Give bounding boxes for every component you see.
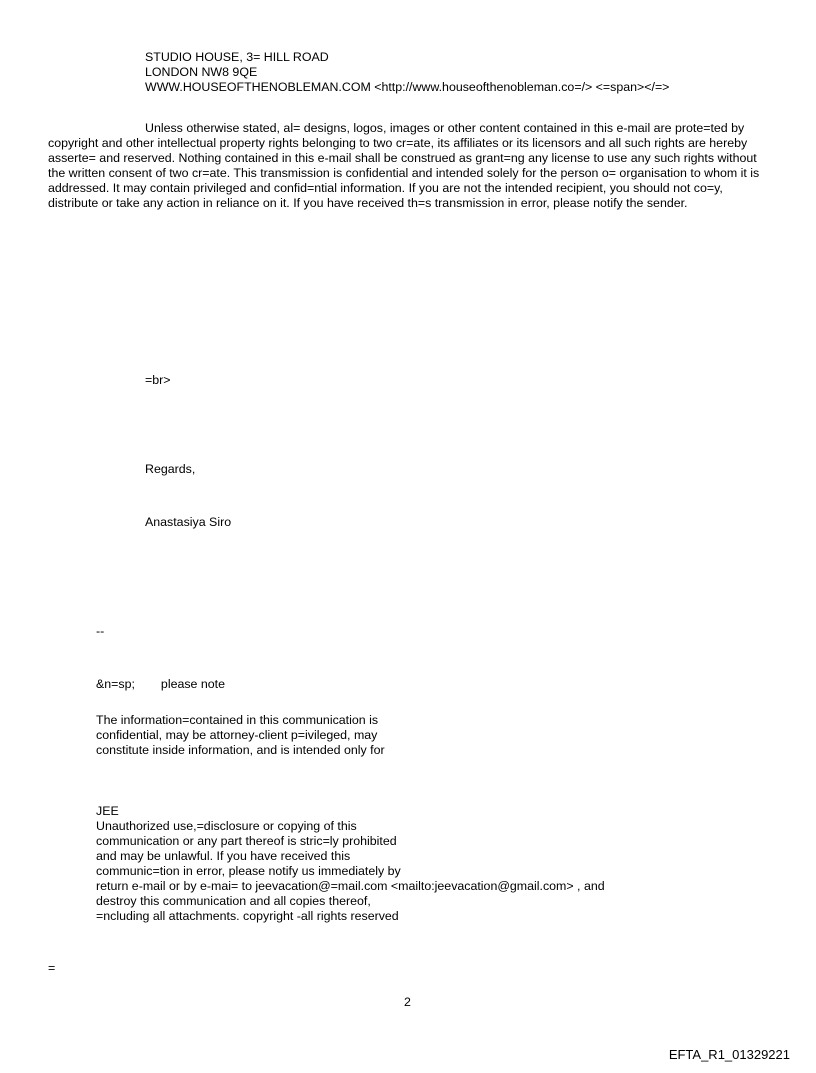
notice-line: =ncluding all attachments. copyright -all rights reserved — [96, 909, 399, 923]
disclaimer-paragraph — [48, 121, 773, 211]
signature-name: Anastasiya Siro — [145, 515, 232, 529]
notice-email-line[interactable]: return e-mail or by e-mai= to jeevacation@=mail.com <mailto:jeevacation@gmail.com> , and — [96, 879, 605, 893]
disclaimer-text: Unless otherwise stated, al= designs, logos, images or other content contained in this e-mail are prote=ted by copyright and other intellectual property rights belonging to two cr=ate, its affiliates or its licensors and all such rights are hereby asserte= and reserved. Nothing contained in this e-mail shall be construed as grant=ng any license to use any such rights without the written consent of two cr=ate. This transmission is confidential and intended solely for the person o= organisation to whom it is addressed. It may contain privileged and confid=ntial information. If you are not the intended recipient, you should not co=y, distribute or take any action in reliance on it. If you have received th=s transmission in error, please notify the sender. — [48, 121, 760, 210]
closing-regards: Regards, — [145, 462, 196, 476]
notice-line: destroy this communication and all copies thereof, — [96, 894, 371, 908]
notice-line: communic=tion in error, please notify us immediately by — [96, 864, 401, 878]
please-note-prefix: &n=sp; — [96, 677, 135, 691]
confidentiality-info-block — [96, 713, 385, 758]
info-line: The information=contained in this communication is — [96, 713, 379, 727]
trailing-equals-artifact: = — [48, 961, 56, 975]
address-line-2: LONDON NW8 9QE — [145, 65, 258, 79]
address-line-1: STUDIO HOUSE, 3= HILL ROAD — [145, 50, 329, 64]
page-number: 2 — [404, 995, 411, 1009]
address-website-link[interactable]: WWW.HOUSEOFTHENOBLEMAN.COM <http://www.houseofthenobleman.co=/> <=span></=> — [145, 80, 670, 94]
notice-line: and may be unlawful. If you have received this — [96, 849, 351, 863]
address-block — [145, 50, 669, 95]
unauthorized-use-notice — [96, 804, 605, 924]
please-note-label: please note — [160, 677, 225, 691]
notice-line: Unauthorized use,=disclosure or copying of this — [96, 819, 357, 833]
signature-separator: -- — [96, 624, 105, 638]
notice-sender-initials: JEE — [96, 804, 119, 818]
info-line: confidential, may be attorney-client p=ivileged, may — [96, 728, 378, 742]
info-line: constitute inside information, and is intended only for — [96, 743, 385, 757]
please-note-line — [96, 677, 225, 692]
notice-line: communication or any part thereof is stric=ly prohibited — [96, 834, 397, 848]
document-id-stamp: EFTA_R1_01329221 — [668, 1047, 790, 1062]
br-artifact-text: =br> — [145, 373, 171, 387]
